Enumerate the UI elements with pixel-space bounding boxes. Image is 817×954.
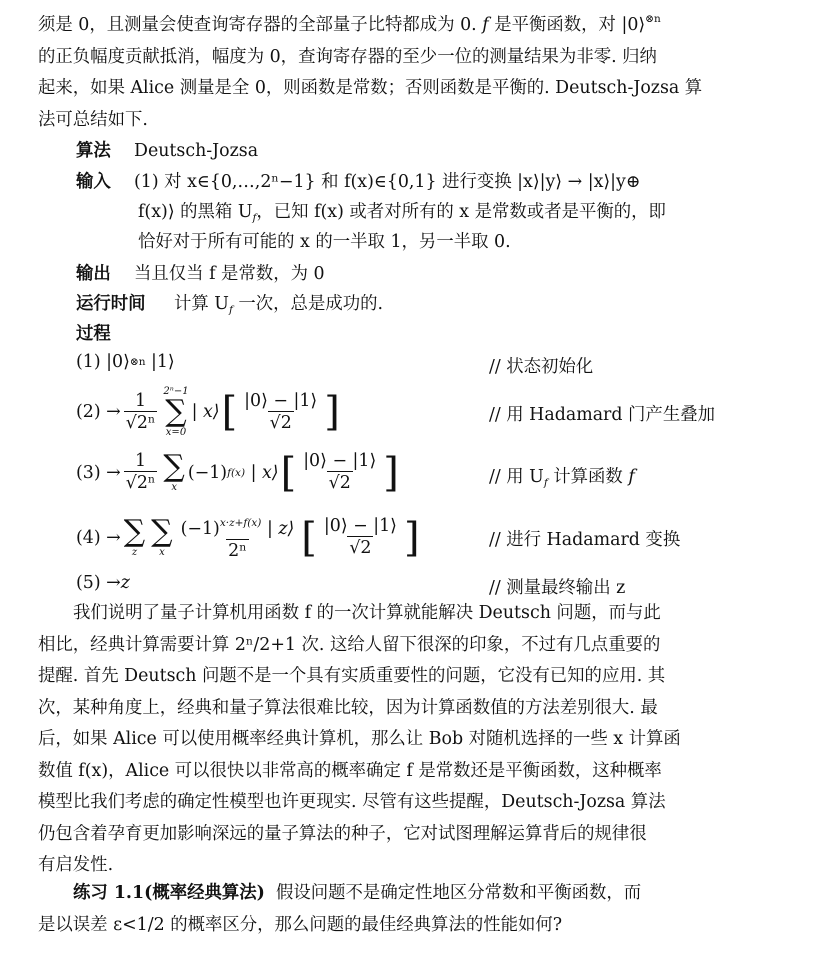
output-label: 输出 [76, 264, 111, 284]
body-line-6: 数值 f(x)，Alice 可以很快以非常高的概率确定 f 是常数还是平衡函数，这种概率 [38, 760, 662, 781]
input-line-2: f(x)⟩ 的黑箱 $U_f$，已知 f(x) 或者对所有的 x 是常数或者是平衡的，即 [138, 202, 666, 224]
input-label: 输入 [76, 172, 111, 192]
algorithm-input-row [76, 167, 640, 197]
output-text: 当且仅当 f 是常数，为 0 [134, 264, 325, 284]
intro-line-4: 法可总结如下. [38, 109, 148, 130]
exercise-title: 练习 1.1(概率经典算法) [73, 883, 265, 903]
step-5-formula: (5) → z [76, 573, 130, 593]
body-line-1: 我们说明了量子计算机用函数 f 的一次计算就能解决 Deutsch 问题，而与此 [73, 603, 661, 623]
step-2-formula: (2) → $\frac{1}{\text{√2ⁿ}}$ 2ⁿ−1 ∑ x=0 | x⟩ [ $\frac{|0⟩ - |1⟩}{√2}$ ] [76, 386, 340, 438]
input-line-1: (1) 对 x∈{0,…,2ⁿ−1} 和 f(x)∈{0,1} 进行变换 |x⟩|y⟩ → |x⟩|y⊕ [134, 172, 641, 192]
step-1-formula: (1) |0⟩ ⊗n |1⟩ [76, 352, 175, 372]
algorithm-output-row [76, 259, 325, 289]
discussion-paragraph [38, 598, 786, 882]
intro-line-3: 起来，如果 Alice 测量是全 0，则函数是常数；否则函数是平衡的. Deutsch-Jozsa 算 [38, 78, 703, 98]
algorithm-label: 算法 [76, 141, 111, 161]
body-line-2: 相比，经典计算需要计算 2ⁿ/2+1 次. 这给人留下很深的印象，不过有几点重要的 [38, 634, 661, 655]
step-4-comment: // 进行 Hadamard 变换 [489, 530, 681, 550]
intro-paragraph [38, 4, 786, 136]
algorithm-runtime-row: 运行时间 计算 $U_f$ 一次，总是成功的. [76, 289, 383, 325]
exercise-block [38, 878, 786, 941]
intro-line-1: 须是 0，且测量会使查询寄存器的全部量子比特都成为 0. f 是平衡函数，对 |0⟩$^{\otimes n}$ [38, 13, 661, 35]
algorithm-name: Deutsch-Jozsa [134, 141, 259, 161]
intro-line-2: 的正负幅度贡献抵消，幅度为 0，查询寄存器的至少一位的测量结果为非零. 归纳 [38, 46, 657, 67]
step-2-comment: // 用 Hadamard 门产生叠加 [489, 405, 715, 425]
procedure-label: 过程 [76, 324, 111, 344]
step-5-comment: // 测量最终输出 z [489, 578, 626, 598]
step-1-comment: // 状态初始化 [489, 357, 594, 377]
step-3-formula: (3) → $\frac{1}{\text{√2ⁿ}}$ ∑ x (−1) f(x) | x⟩ [ $\frac{|0⟩ - |1⟩}{√2}$ ] [76, 449, 399, 496]
input-line-3: 恰好对于所有可能的 x 的一半取 1，另一半取 0. [138, 232, 511, 252]
runtime-text: 计算 U [174, 294, 229, 314]
algorithm-name-row [76, 136, 258, 166]
exercise-line-1: 练习 1.1(概率经典算法) 假设问题不是确定性地区分常数和平衡函数，而 [73, 883, 642, 903]
body-line-4: 次，某种角度上，经典和量子算法很难比较，因为计算函数值的方法差别很大. 最 [38, 697, 658, 718]
body-line-3: 提醒. 首先 Deutsch 问题不是一个具有实质重要性的问题，它没有已知的应用. 其 [38, 666, 666, 686]
body-line-8: 仍包含着孕育更加影响深远的量子算法的种子，它对试图理解运算背后的规律很 [38, 823, 647, 844]
body-line-5: 后，如果 Alice 可以使用概率经典计算机，那么让 Bob 对随机选择的一些 x 计算函 [38, 729, 681, 749]
step-3-comment: // 用 $U_f$ 计算函数 f [489, 467, 635, 489]
body-line-9: 有启发性. [38, 855, 114, 875]
runtime-label: 运行时间 [76, 294, 146, 314]
exercise-line-2: 是以误差 ε<1/2 的概率区分，那么问题的最佳经典算法的性能如何? [38, 914, 563, 935]
body-line-7: 模型比我们考虑的确定性模型也许更现实. 尽管有这些提醒，Deutsch-Jozsa 算法 [38, 792, 666, 812]
step-4-formula: (4) → ∑ z ∑ x $\frac{(-1)^{x\cdot z+f(x)} | z⟩}{\text{2ⁿ}}$ [ $\frac{|0⟩ - |1⟩}{√2}$ ] [76, 514, 420, 561]
